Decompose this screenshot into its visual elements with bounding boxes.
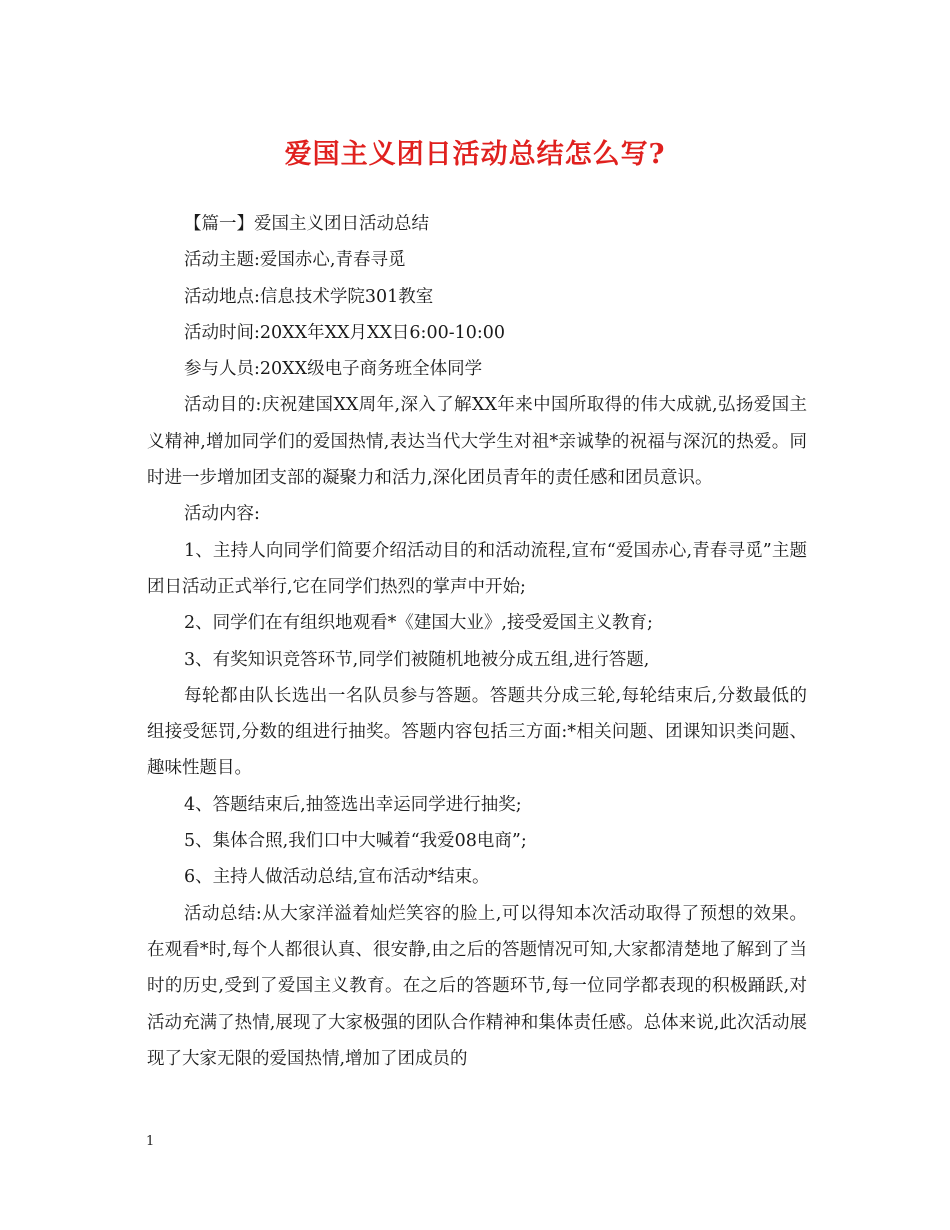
paragraph-activity-time: 活动时间:20XX年XX月XX日6:00-10:00 xyxy=(184,322,506,343)
paragraph-content-item-5: 5、集体合照,我们口中大喊着“我爱08电商”; xyxy=(184,831,527,852)
paragraph-content-item-2: 2、同学们在有组织地观看*《建国大业》,接受爱国主义教育; xyxy=(184,613,653,634)
paragraph-content-item-6: 6、主持人做活动总结,宣布活动*结束。 xyxy=(184,867,490,888)
paragraph-activity-summary: 活动总结:从大家洋溢着灿烂笑容的脸上,可以得知本次活动取得了预想的效果。在观看*时,每个人都很认真、很安静,由之后的答题情况可知,大家都清楚地了解到了当时的历史,受到了爱国主义教育。在之后的答题环节,每一位同学都表现的积极踊跃,对活动充满了热情,展现了大家极强的团队合作精神和集体责任感。总体来说,此次活动展现了大家无限的爱国热情,增加了团成员的 xyxy=(147,903,807,1069)
document-title: 爱国主义团日活动总结怎么写? xyxy=(284,139,666,170)
paragraph-content-item-4: 4、答题结束后,抽签选出幸运同学进行抽奖; xyxy=(184,794,522,815)
page-number: 1 xyxy=(146,1134,155,1149)
paragraph-participants: 参与人员:20XX级电子商务班全体同学 xyxy=(184,359,483,380)
paragraph-activity-theme: 活动主题:爱国赤心,青春寻觅 xyxy=(184,250,406,271)
document-body xyxy=(147,206,807,1077)
paragraph-activity-content-heading: 活动内容: xyxy=(184,504,260,525)
paragraph-content-item-3: 3、有奖知识竞答环节,同学们被随机地被分成五组,进行答题, xyxy=(184,649,650,670)
paragraph-activity-purpose: 活动目的:庆祝建国XX周年,深入了解XX年来中国所取得的伟大成就,弘扬爱国主义精神,增加同学们的爱国热情,表达当代大学生对祖*亲诚挚的祝福与深沉的热爱。同时进一步增加团支部的凝聚力和活力,深化团员青年的责任感和团员意识。 xyxy=(147,395,807,489)
paragraph-activity-location: 活动地点:信息技术学院301教室 xyxy=(184,286,434,307)
paragraph-section-heading: 【篇一】爱国主义团日活动总结 xyxy=(184,214,429,234)
paragraph-content-item-3-detail: 每轮都由队长选出一名队员参与答题。答题共分成三轮,每轮结束后,分数最低的组接受惩罚,分数的组进行抽奖。答题内容包括三方面:*相关问题、团课知识类问题、趣味性题目。 xyxy=(147,685,807,779)
paragraph-content-item-1: 1、主持人向同学们简要介绍活动目的和活动流程,宣布“爱国赤心,青春寻觅”主题团日活动正式举行,它在同学们热烈的掌声中开始; xyxy=(147,540,807,597)
